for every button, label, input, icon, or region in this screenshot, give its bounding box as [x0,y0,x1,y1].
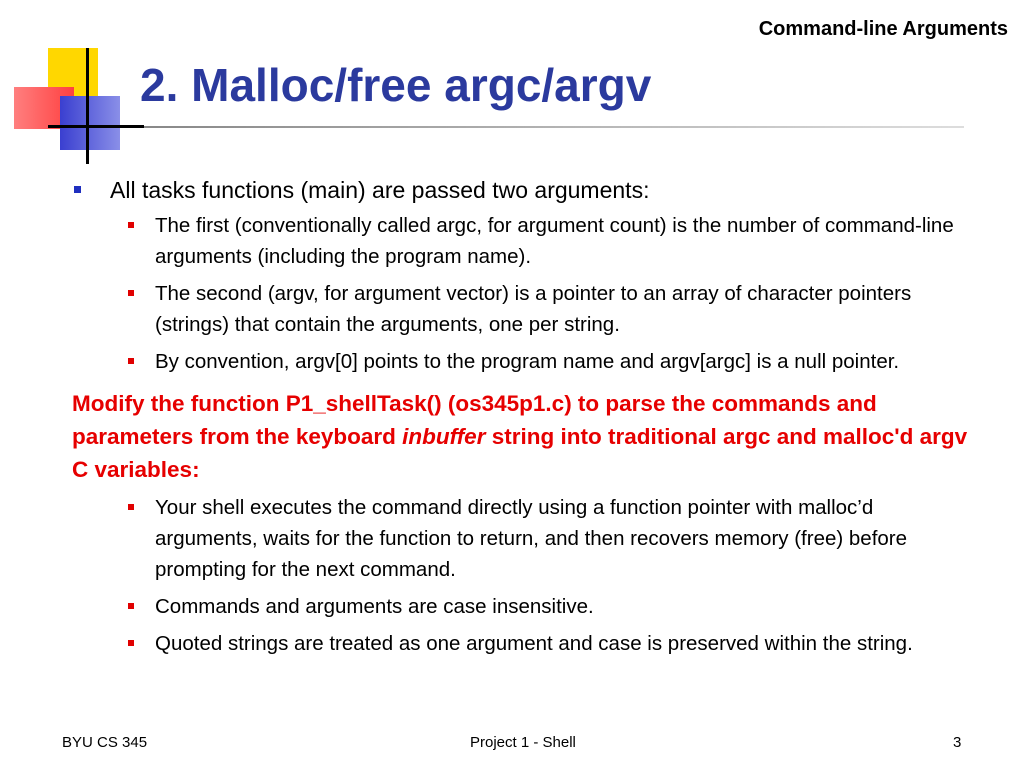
header-label: Command-line Arguments [758,18,1008,40]
sub-bullet-item [72,346,972,377]
footer-course: BYU CS 345 [62,734,148,751]
instruction-text-end: string into traditional argc and malloc'd argv C variables: [72,424,968,482]
bullet-text: All tasks functions (main) are passed two arguments: [110,177,650,203]
sub-bullet-text: Quoted strings are treated as one argument and case is preserved within the string. [155,632,913,655]
title-underline [144,126,964,128]
bullet-item [72,176,972,204]
square-bullet-icon [128,358,134,364]
sub-bullet-item [72,210,972,272]
square-bullet-icon [128,640,134,646]
sub-bullet-item [72,591,972,622]
square-bullet-icon [128,222,134,228]
square-bullet-icon [128,603,134,609]
sub-bullet-item [72,278,972,340]
sub-bullet-text: By convention, argv[0] points to the program name and argv[argc] is a null pointer. [155,350,900,373]
sub-bullet-item [72,492,972,585]
decor-vertical-line [86,48,89,164]
sub-bullet-text: The second (argv, for argument vector) is a pointer to an array of character pointers (strings) that contain the arguments, one per string. [155,282,912,336]
decor-horizontal-line [48,125,144,128]
instruction-italic: inbuffer [402,424,486,449]
page-number: 3 [953,734,962,751]
sub-bullet-text: Your shell executes the command directly using a function pointer with malloc’d arguments, waits for the function to return, and then recovers memory (free) before prompting for the next command. [155,496,908,581]
sub-bullet-text: Commands and arguments are case insensitive. [155,595,594,618]
instruction-text: Modify the function P1_shellTask() (os345p1.c) to parse the commands and parameters from the keyboard [72,391,877,449]
sub-bullet-text: The first (conventionally called argc, for argument count) is the number of command-line arguments (including the program name). [155,214,954,268]
assignment-instruction [72,387,972,486]
slide-content [72,176,972,665]
footer-title: Project 1 - Shell [470,734,576,751]
sub-bullet-item [72,628,972,659]
square-bullet-icon [128,290,134,296]
square-bullet-icon [128,504,134,510]
slide-title: 2. Malloc/free argc/argv [140,59,652,111]
decor-blue-square [60,96,120,150]
square-bullet-icon [74,186,81,193]
